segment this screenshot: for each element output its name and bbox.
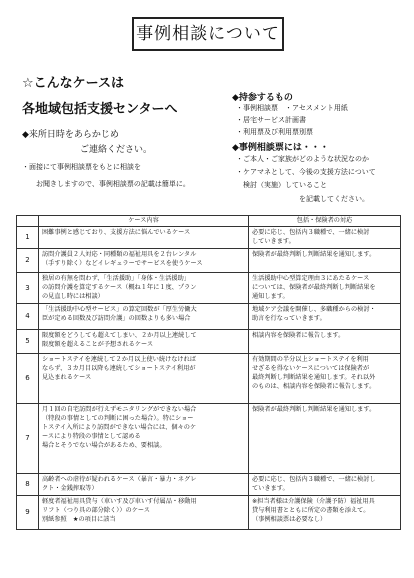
response-line: 助言を行なっていきます。 — [252, 315, 326, 322]
case-content-cell — [39, 304, 249, 330]
left-text-form: お聞きしますので、事例相談票の記載は簡単に。 — [36, 180, 190, 188]
table-row — [17, 273, 401, 304]
case-content-cell — [39, 496, 249, 530]
case-content-cell — [39, 249, 249, 273]
response-cell — [249, 404, 401, 474]
response-cell — [249, 496, 401, 530]
form-notes-heading: ◆事例相談票には・・・ — [232, 143, 329, 153]
response-line: のものは、相談内容を保険者に報告します。 — [252, 383, 376, 390]
response-cell — [249, 354, 401, 404]
case-content-cell — [39, 404, 249, 474]
bring-item: ・利用票及び利用票別票 — [236, 128, 313, 136]
response-line: していきます。 — [252, 238, 295, 245]
case-content-line: 臣が定める回数及び訪問介護」の回数よりも多い場合 — [42, 315, 191, 322]
case-content-line: 「生活援助中心型サービス」の算定回数が「厚生労働大 — [42, 306, 197, 313]
case-content-cell — [39, 474, 249, 496]
form-note: ・ご本人・ご家族がどのような状況なのか — [236, 155, 369, 163]
form-note: を記載してください。 — [236, 195, 369, 203]
table-header-row — [17, 216, 401, 227]
response-line: 必要に応じ、包括内３職種で、一緒に検討し — [252, 476, 376, 483]
response-line: （事例相談票は必要なし） — [252, 516, 327, 523]
case-content-line: 独居の有無を問わず、「生活援助」「身体・生活援助」 — [42, 275, 190, 282]
response-line: 相談内容を保険者に報告します。 — [252, 332, 345, 339]
table-row — [17, 474, 401, 496]
case-content-line: トステイ入所により訪問ができない場合には、個々のケ — [42, 424, 197, 431]
row-number: 4 — [17, 304, 39, 330]
response-cell — [249, 304, 401, 330]
left-text-interview: ・面接にて事例相談票をもとに相談を — [22, 163, 141, 171]
table-row — [17, 404, 401, 474]
response-line: ていきます。 — [252, 485, 289, 492]
case-content-line: の訪問介護を算定するケース（概ね１年に１度、プラン — [42, 284, 197, 291]
case-content-line: リフト（つり具の部分除く））のケース — [42, 507, 150, 514]
table-row — [17, 354, 401, 404]
case-content-cell — [39, 354, 249, 404]
case-content-line: 限度額を超えることが予想されるケース — [42, 341, 154, 348]
left-heading-1: ☆こんなケースは — [22, 76, 125, 91]
response-line: 通知します。 — [252, 293, 289, 300]
header-blank — [17, 216, 39, 227]
case-content-line: （手すり除く）などイレギュラーでサービスを使うケース — [42, 260, 203, 267]
response-line: 保険者が最終判断し判断結果を通知します。 — [252, 406, 376, 413]
header-case-content: ケース内容 — [39, 216, 249, 227]
case-content-line: ショートステイを連続して２か月以上使い続けなければ — [42, 356, 196, 363]
form-note: 検討（実施）していること — [236, 181, 327, 189]
response-line: 有効期間の半分以上ショートステイを利用 — [252, 356, 369, 363]
response-line: 地域ケア会議を開催し、多職種からの検討・ — [252, 306, 376, 313]
page-title: 事例相談について — [132, 17, 284, 51]
case-table — [16, 215, 401, 530]
response-line: 保険者が最終判断し判断結果を通知します。 — [252, 251, 376, 258]
case-content-cell — [39, 227, 249, 249]
case-content-line: 軽度者福祉用具貸与（車いす及び車いす付属品・移動用 — [42, 498, 197, 505]
response-line: ※担当者様は介護保険（介護予防）福祉用具 — [252, 498, 375, 505]
response-line: 最終判断し判断結果を通知します。それ以外 — [252, 374, 376, 381]
row-number: 3 — [17, 273, 39, 304]
case-content-line: ならず、３カ月目以降も連続してショートステイ利用が — [42, 365, 196, 372]
response-line: せざるを得ないケースについては保険者が — [252, 365, 370, 372]
case-content-line: 限度額をどうしても超えてしまい、２か月以上連続して — [42, 332, 197, 339]
case-content-cell — [39, 273, 249, 304]
row-number: 2 — [17, 249, 39, 273]
left-text-visit: ◆来所日時をあらかじめ — [22, 130, 119, 140]
case-content-line: 別紙参照 ★の項目に該当 — [42, 516, 116, 523]
row-number: 8 — [17, 474, 39, 496]
bring-items-heading: ◆持参するもの — [232, 93, 293, 103]
case-content-line: ースにより特段の事情として認める — [42, 433, 141, 440]
table-row — [17, 227, 401, 249]
table-row — [17, 249, 401, 273]
bring-item: ・居宅サービス計画書 — [236, 116, 306, 124]
left-text-contact: ご連絡ください。 — [80, 145, 153, 155]
bring-item: ・事例相談票 ・アセスメント用紙 — [236, 104, 348, 112]
response-line: については、保険者が最終判断し判断結果を — [252, 284, 376, 291]
case-content-line: 訪問介護員２人対応・同種類の福祉用具を２台レンタル — [42, 251, 197, 258]
table-row — [17, 304, 401, 330]
response-cell — [249, 474, 401, 496]
case-content-line: の見直し時には相談） — [42, 293, 104, 300]
row-number: 7 — [17, 404, 39, 474]
case-content-line: 見込まれるケース — [42, 374, 92, 381]
table-row — [17, 496, 401, 530]
response-cell — [249, 273, 401, 304]
table-row — [17, 330, 401, 354]
case-content-line: （特段の事情としての判断に困った場合）。特にショー — [42, 415, 194, 422]
header-response: 包括・保険者の対応 — [249, 216, 401, 227]
left-heading-2: 各地域包括支援センターへ — [22, 102, 178, 117]
response-line: 生活援助中心型算定理由３にあたるケース — [252, 275, 370, 282]
case-content-line: 高齢者への虐待が疑われるケース（暴言・暴力・ネグレ — [42, 476, 197, 483]
response-cell — [249, 249, 401, 273]
form-note: ・ケアマネとして、今後の支援方法について — [236, 168, 376, 176]
row-number: 1 — [17, 227, 39, 249]
row-number: 9 — [17, 496, 39, 530]
response-cell — [249, 330, 401, 354]
case-content-line: クト・金銭搾取等） — [42, 485, 98, 492]
row-number: 5 — [17, 330, 39, 354]
case-content-line: 困難事例と感じており、支援方法に悩んでいるケース — [42, 229, 191, 236]
response-line: 貸与利用書とともに所定の書類を添えて。 — [252, 507, 370, 514]
response-line: 必要に応じ、包括内３職種で、一緒に検討 — [252, 229, 370, 236]
case-content-line: 場合とそうでない場合があるため、要相談。 — [42, 442, 166, 449]
row-number: 6 — [17, 354, 39, 404]
case-content-cell — [39, 330, 249, 354]
response-cell — [249, 227, 401, 249]
case-content-line: 月１回の自宅訪問が行えずモニタリングができない場合 — [42, 406, 197, 413]
